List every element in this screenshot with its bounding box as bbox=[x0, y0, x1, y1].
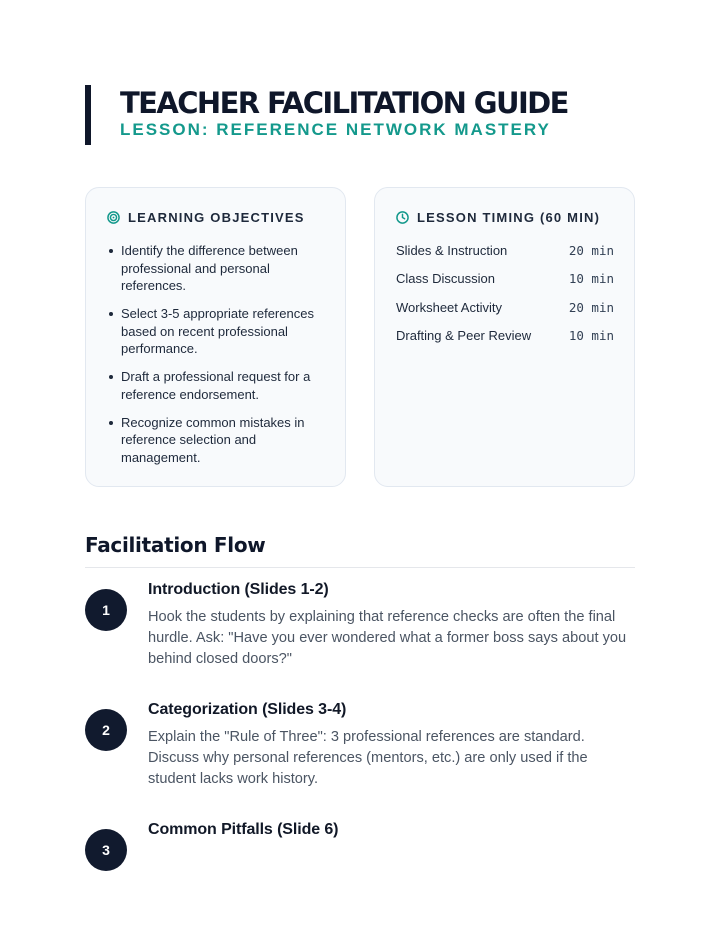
timing-label: Slides & Instruction bbox=[396, 243, 508, 258]
list-item: Recognize common mistakes in reference selection and management. bbox=[107, 414, 327, 467]
lesson-timing-card bbox=[374, 187, 635, 487]
timing-duration: 20 min bbox=[568, 299, 614, 315]
step-number-badge: 3 bbox=[85, 829, 127, 871]
timing-label: Drafting & Peer Review bbox=[396, 327, 532, 343]
timing-row bbox=[396, 242, 614, 270]
timing-duration: 20 min bbox=[568, 243, 614, 258]
page-header bbox=[85, 85, 568, 145]
timing-list bbox=[396, 242, 614, 355]
step-title: Common Pitfalls (Slide 6) bbox=[148, 821, 339, 838]
list-item: Select 3-5 appropriate references based on recent professional performance. bbox=[107, 305, 327, 358]
step-content bbox=[148, 699, 638, 790]
list-item: Draft a professional request for a reference endorsement. bbox=[107, 368, 327, 403]
timing-duration: 10 min bbox=[568, 327, 614, 343]
facilitation-flow-title: Facilitation Flow bbox=[85, 533, 266, 557]
step-description: Explain the "Rule of Three": 3 professional references are standard. Discuss why personal references (mentors, etc.) are only used if the student lacks work history. bbox=[148, 729, 588, 787]
section-divider bbox=[85, 567, 635, 568]
timing-label: Class Discussion bbox=[396, 271, 495, 287]
timing-row bbox=[396, 270, 614, 298]
objectives-heading bbox=[107, 210, 305, 225]
timing-row bbox=[396, 327, 614, 355]
timing-duration: 10 min bbox=[568, 271, 614, 287]
timing-heading-text: LESSON TIMING (60 MIN) bbox=[417, 210, 601, 225]
objectives-list bbox=[107, 242, 327, 477]
step-content bbox=[148, 819, 638, 841]
step-title: Introduction (Slides 1-2) bbox=[148, 581, 329, 598]
timing-label: Worksheet Activity bbox=[396, 299, 502, 315]
learning-objectives-card bbox=[85, 187, 346, 487]
timing-heading bbox=[396, 210, 600, 225]
list-item: Identify the difference between professional and personal references. bbox=[107, 242, 327, 295]
step-number-badge: 1 bbox=[85, 589, 127, 631]
step-content bbox=[148, 579, 638, 670]
lesson-subtitle: LESSON: REFERENCE NETWORK MASTERY bbox=[120, 120, 551, 139]
clock-icon bbox=[396, 211, 409, 224]
target-icon bbox=[107, 211, 120, 224]
step-number-badge: 2 bbox=[85, 709, 127, 751]
step-title: Categorization (Slides 3-4) bbox=[148, 701, 347, 718]
step-description: Hook the students by explaining that reference checks are often the final hurdle. Ask: "Have you ever wondered what a former boss says about you behind closed doors?" bbox=[148, 609, 627, 667]
page-title: TEACHER FACILITATION GUIDE bbox=[120, 86, 568, 120]
objectives-heading-text: LEARNING OBJECTIVES bbox=[128, 210, 305, 225]
timing-row bbox=[396, 299, 614, 327]
